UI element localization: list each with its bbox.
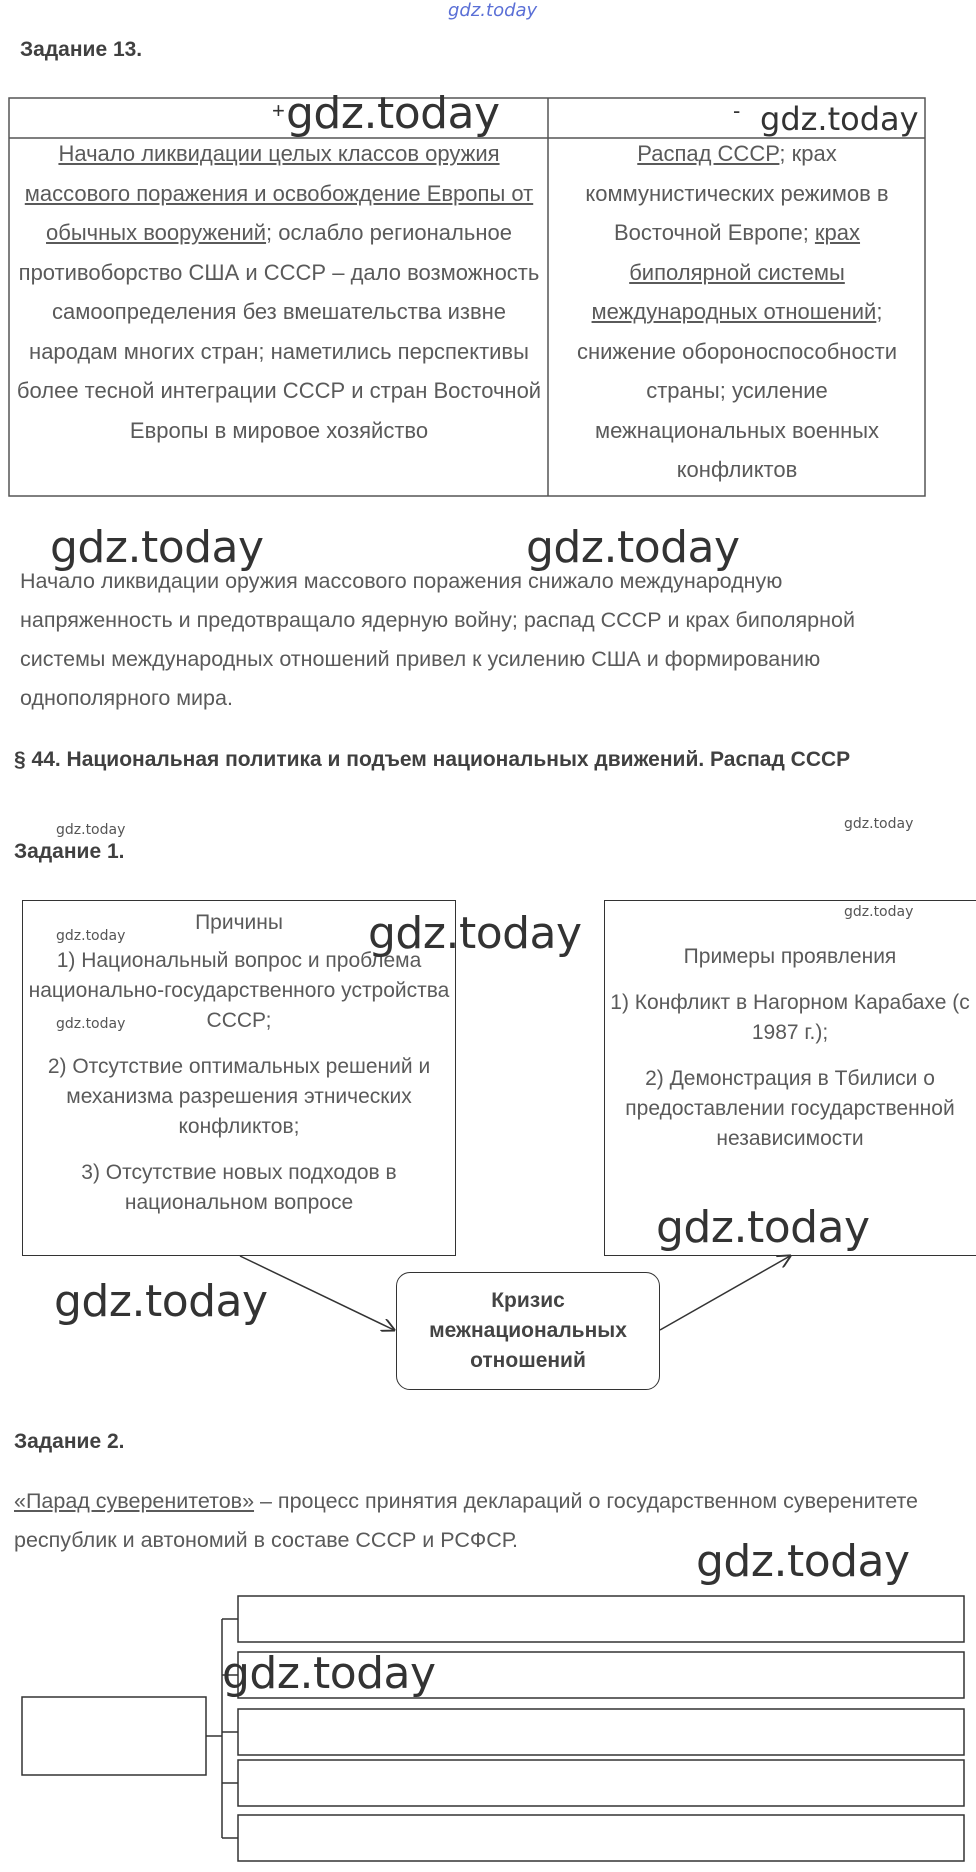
minus-text-2: ; снижение обороноспособности страны; усиление межнациональных военных конфликтов	[576, 299, 898, 482]
watermark: gdz.today	[56, 1016, 126, 1032]
watermark: gdz.today	[56, 822, 126, 838]
task13-title: Задание 13.	[20, 38, 143, 61]
term-parade: «Парад суверенитетов»	[14, 1489, 255, 1513]
minus-underlined-2: крах биполярной системы международных отношений	[591, 220, 877, 324]
watermark: gdz.today	[56, 928, 126, 944]
minus-underlined-1: Распад СССР	[637, 141, 780, 166]
example-item: 1) Конфликт в Нагорном Карабахе (с 1987 г.);	[610, 991, 970, 1044]
task1-title: Задание 1.	[14, 840, 125, 863]
table-header-plus: +	[272, 98, 285, 123]
task13-paragraph: Начало ликвидации оружия массового поражения снижало международную напряженность и предотвращало ядерную войну; распад СССР и крах биполярной системы международных отношений привел к усилению США и формированию однополярного мира.	[20, 569, 855, 710]
watermark: gdz.today	[696, 1536, 910, 1587]
watermark: gdz.today	[368, 908, 582, 959]
section-title: § 44. Национальная политика и подъем национальных движений. Распад СССР	[14, 748, 851, 771]
watermark: gdz.today	[50, 522, 264, 573]
examples-title: Примеры проявления	[683, 945, 897, 968]
task2-title: Задание 2.	[14, 1430, 125, 1453]
watermark: gdz.today	[286, 88, 500, 139]
minus-text-1: ; крах коммунистических режимов в Восточной Европе;	[585, 141, 889, 245]
watermark: gdz.today	[54, 1276, 268, 1327]
definition-text: – процесс принятия деклараций о государственном суверенитете республик и автономий в составе СССР и РСФСР.	[14, 1489, 919, 1552]
watermark-top: gdz.today	[448, 0, 538, 21]
plus-text: ; ослабло региональное противоборство США и СССР – дало возможность самоопределения без вмешательства извне народам многих стран; наметились перспективы более тесной интеграции СССР и стран Восточной Европы в мировое хозяйство	[16, 220, 542, 443]
watermark: gdz.today	[656, 1202, 870, 1253]
cause-item: 1) Национальный вопрос и проблема национально-государственного устройства СССР;	[28, 949, 450, 1032]
plus-underlined-text: Начало ликвидации целых классов оружия массового поражения и освобождение Европы от обычных вооружений	[24, 141, 534, 245]
causes-title: Причины	[195, 911, 283, 934]
cause-item: 3) Отсутствие новых подходов в национальном вопросе	[81, 1161, 397, 1214]
watermark: gdz.today	[222, 1648, 436, 1699]
watermark: gdz.today	[526, 522, 740, 573]
cause-item: 2) Отсутствие оптимальных решений и механизма разрешения этнических конфликтов;	[47, 1055, 431, 1138]
example-item: 2) Демонстрация в Тбилиси о предоставлении государственной независимости	[625, 1067, 955, 1150]
table-header-minus: -	[733, 98, 741, 123]
watermark: gdz.today	[760, 100, 919, 138]
crisis-label: Кризис межнациональных отношений	[429, 1289, 627, 1372]
watermark: gdz.today	[844, 904, 914, 920]
watermark: gdz.today	[844, 816, 914, 832]
